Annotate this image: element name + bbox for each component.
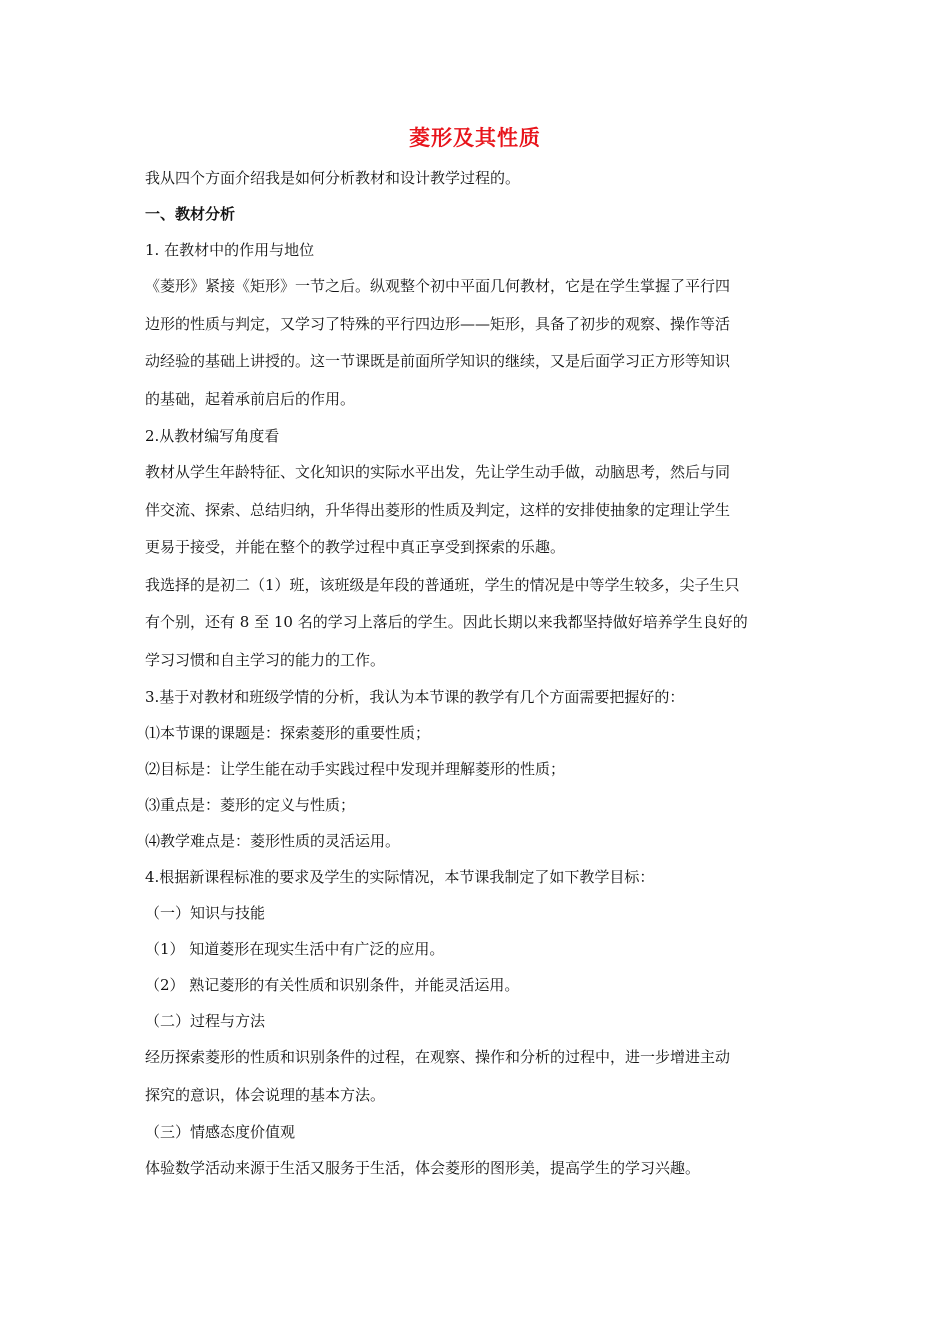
paragraph-line: 动经验的基础上讲授的。这一节课既是前面所学知识的继续，又是后面学习正方形等知识 — [145, 352, 731, 370]
paragraph-line: 伴交流、探索、总结归纳，升华得出菱形的性质及判定，这样的安排使抽象的定理让学生 — [145, 500, 731, 519]
section-heading-textbook-analysis: 一、教材分析 — [145, 205, 236, 223]
list-item: ⑵目标是：让学生能在动手实践过程中发现并理解菱形的性质； — [145, 760, 566, 778]
list-item: ⑶重点是：菱形的定义与性质； — [145, 796, 356, 814]
list-item: ⑷教学难点是：菱形性质的灵活运用。 — [145, 832, 401, 850]
document-body — [145, 160, 810, 1186]
subheading-analysis-points: 3.基于对教材和班级学情的分析，我认为本节课的教学有几个方面需要把握好的： — [145, 688, 685, 706]
paragraph-line: 有个别，还有 8 至 10 名的学习上落后的学生。因此长期以来我都坚持做好培养学生良好的 — [145, 613, 748, 631]
subheading-role-and-position: 1. 在教材中的作用与地位 — [145, 241, 315, 259]
paragraph-textbook-writing — [145, 454, 810, 567]
paragraph-emotion-values: 体验数学活动来源于生活又服务于生活，体会菱形的图形美，提高学生的学习兴趣。 — [145, 1159, 701, 1177]
paragraph-line: 教材从学生年龄特征、文化知识的实际水平出发，先让学生动手做，动脑思考，然后与同 — [145, 463, 731, 481]
list-item: （1） 知道菱形在现实生活中有广泛的应用。 — [145, 940, 445, 958]
paragraph-line: 的基础，起着承前启后的作用。 — [145, 389, 356, 408]
paragraph-line: 学习习惯和自主学习的能力的工作。 — [145, 650, 386, 669]
document-title: 菱形及其性质 — [409, 126, 541, 150]
list-item: ⑴本节课的课题是：探索菱形的重要性质； — [145, 724, 431, 742]
paragraph-line: 更易于接受，并能在整个的教学过程中真正享受到探索的乐趣。 — [145, 538, 566, 556]
goal-heading-emotion-values: （三）情感态度价值观 — [145, 1123, 296, 1141]
subheading-teaching-goals: 4.根据新课程标准的要求及学生的实际情况，本节课我制定了如下教学目标： — [145, 868, 655, 886]
list-item: （2） 熟记菱形的有关性质和识别条件，并能灵活运用。 — [145, 976, 520, 994]
paragraph-class-situation — [145, 567, 810, 680]
goal-heading-process-methods: （二）过程与方法 — [145, 1012, 266, 1030]
intro-text: 我从四个方面介绍我是如何分析教材和设计教学过程的。 — [145, 169, 521, 187]
goal-heading-knowledge-skills: （一）知识与技能 — [145, 904, 266, 922]
paragraph-line: 《菱形》紧接《矩形》一节之后。纵观整个初中平面几何教材，它是在学生掌握了平行四 — [145, 277, 731, 295]
paragraph-line: 边形的性质与判定，又学习了特殊的平行四边形——矩形，具备了初步的观察、操作等活 — [145, 314, 731, 333]
paragraph-role-and-position — [145, 268, 810, 418]
paragraph-process-methods — [145, 1039, 810, 1114]
subheading-textbook-writing: 2.从教材编写角度看 — [145, 427, 280, 445]
paragraph-line: 经历探索菱形的性质和识别条件的过程，在观察、操作和分析的过程中，进一步增进主动 — [145, 1048, 731, 1066]
paragraph-line: 我选择的是初二（1）班，该班级是年段的普通班，学生的情况是中等学生较多，尖子生只 — [145, 575, 740, 594]
paragraph-line: 探究的意识，体会说理的基本方法。 — [145, 1085, 386, 1104]
